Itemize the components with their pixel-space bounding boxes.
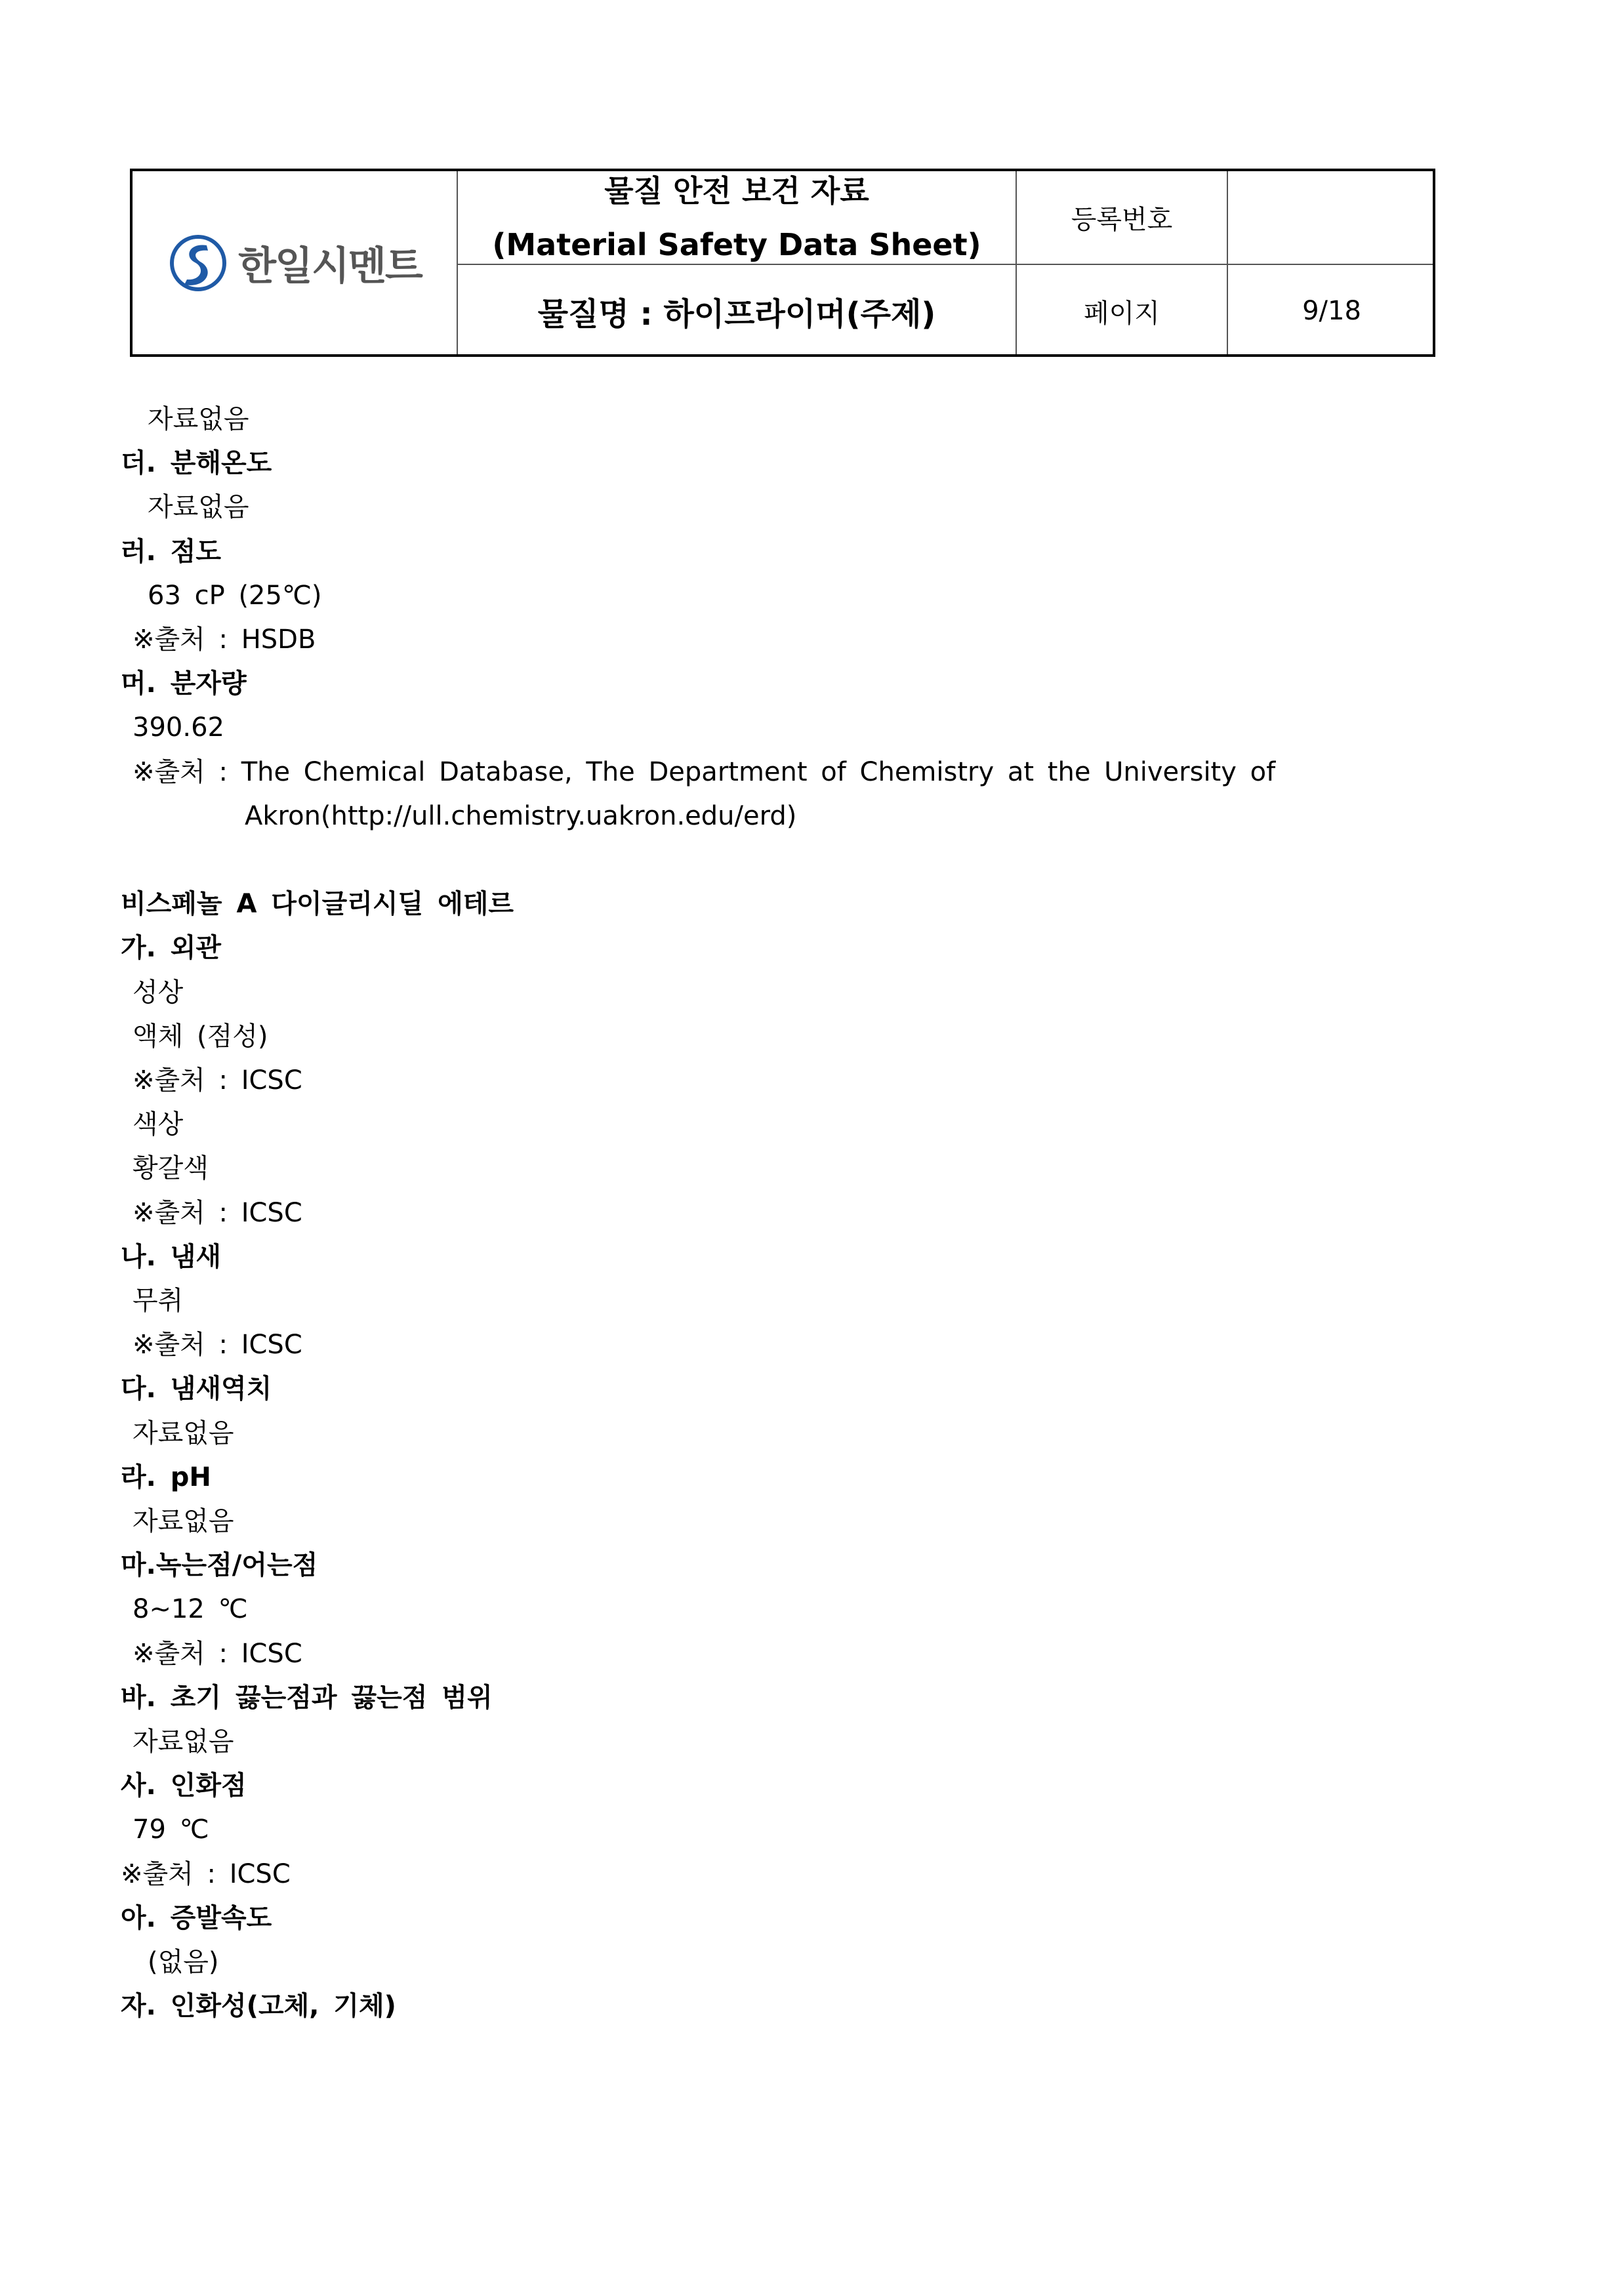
body-line: ※출처 : ICSC: [133, 1065, 302, 1096]
company-name: 한일시멘트: [238, 243, 422, 289]
document-title: [458, 171, 1016, 264]
title-english: (Material Safety Data Sheet): [492, 226, 981, 262]
title-korean: 물질 안전 보건 자료: [604, 173, 869, 209]
body-line: 황갈색: [133, 1153, 209, 1184]
section-heading: 나. 냄새: [121, 1241, 222, 1272]
body-line: ※출처 : ICSC: [133, 1638, 302, 1669]
body-line: ※출처 : ICSC: [133, 1197, 302, 1228]
body-line: 액체 (점성): [133, 1021, 268, 1052]
section-heading: 더. 분해온도: [121, 448, 272, 479]
section-heading: 바. 초기 끓는점과 끓는점 범위: [121, 1682, 493, 1713]
section-heading: 마.녹는점/어는점: [121, 1550, 318, 1581]
registration-label: 등록번호: [1071, 205, 1173, 235]
page-label: 페이지: [1084, 298, 1160, 329]
body-line: ※출처 : HSDB: [133, 625, 316, 655]
body-line: 자료없음: [133, 1418, 234, 1448]
section-heading: 러. 점도: [121, 536, 222, 567]
body-line: 자료없음: [133, 1727, 234, 1757]
body-line: 390.62: [133, 712, 224, 743]
material-name: 물질명 : 하이프라이머(주제): [537, 295, 936, 333]
body-line: (없음): [148, 1947, 219, 1977]
body-line: ※출처 : The Chemical Database, The Department of Chemistry at the University of: [133, 756, 1276, 787]
section-heading: 라. pH: [121, 1462, 211, 1492]
body-line: 성상: [133, 977, 184, 1008]
body-line: Akron(http://ull.chemistry.uakron.edu/erd): [245, 800, 797, 831]
body-line: 색상: [133, 1109, 184, 1140]
body-line: 자료없음: [133, 1506, 234, 1536]
body-line: ※출처 : ICSC: [133, 1330, 302, 1361]
body-line: 79 ℃: [133, 1814, 209, 1845]
company-logo-icon: [169, 234, 228, 293]
section-heading: 다. 냄새역치: [121, 1374, 272, 1404]
body-line: 8~12 ℃: [133, 1594, 248, 1625]
section-heading: 가. 외관: [121, 933, 222, 964]
msds-header-table: [130, 169, 1435, 357]
section-heading: 머. 분자량: [121, 668, 247, 699]
body-line: 63 cP (25℃): [148, 580, 322, 611]
page-number: 9/18: [1302, 296, 1361, 326]
body-line: 무취: [133, 1286, 184, 1316]
body-line: 자료없음: [148, 404, 249, 434]
body-line: 자료없음: [148, 492, 249, 523]
section-heading: 자. 인화성(고체, 기체): [121, 1991, 396, 2022]
section-heading: 사. 인화점: [121, 1771, 247, 1801]
section-heading: 비스페놀 A 다이글리시딜 에테르: [121, 889, 514, 920]
company-logo: [133, 171, 458, 354]
body-line: ※출처 : ICSC: [121, 1858, 291, 1889]
section-heading: 아. 증발속도: [121, 1902, 272, 1933]
registration-value: [1228, 171, 1435, 264]
